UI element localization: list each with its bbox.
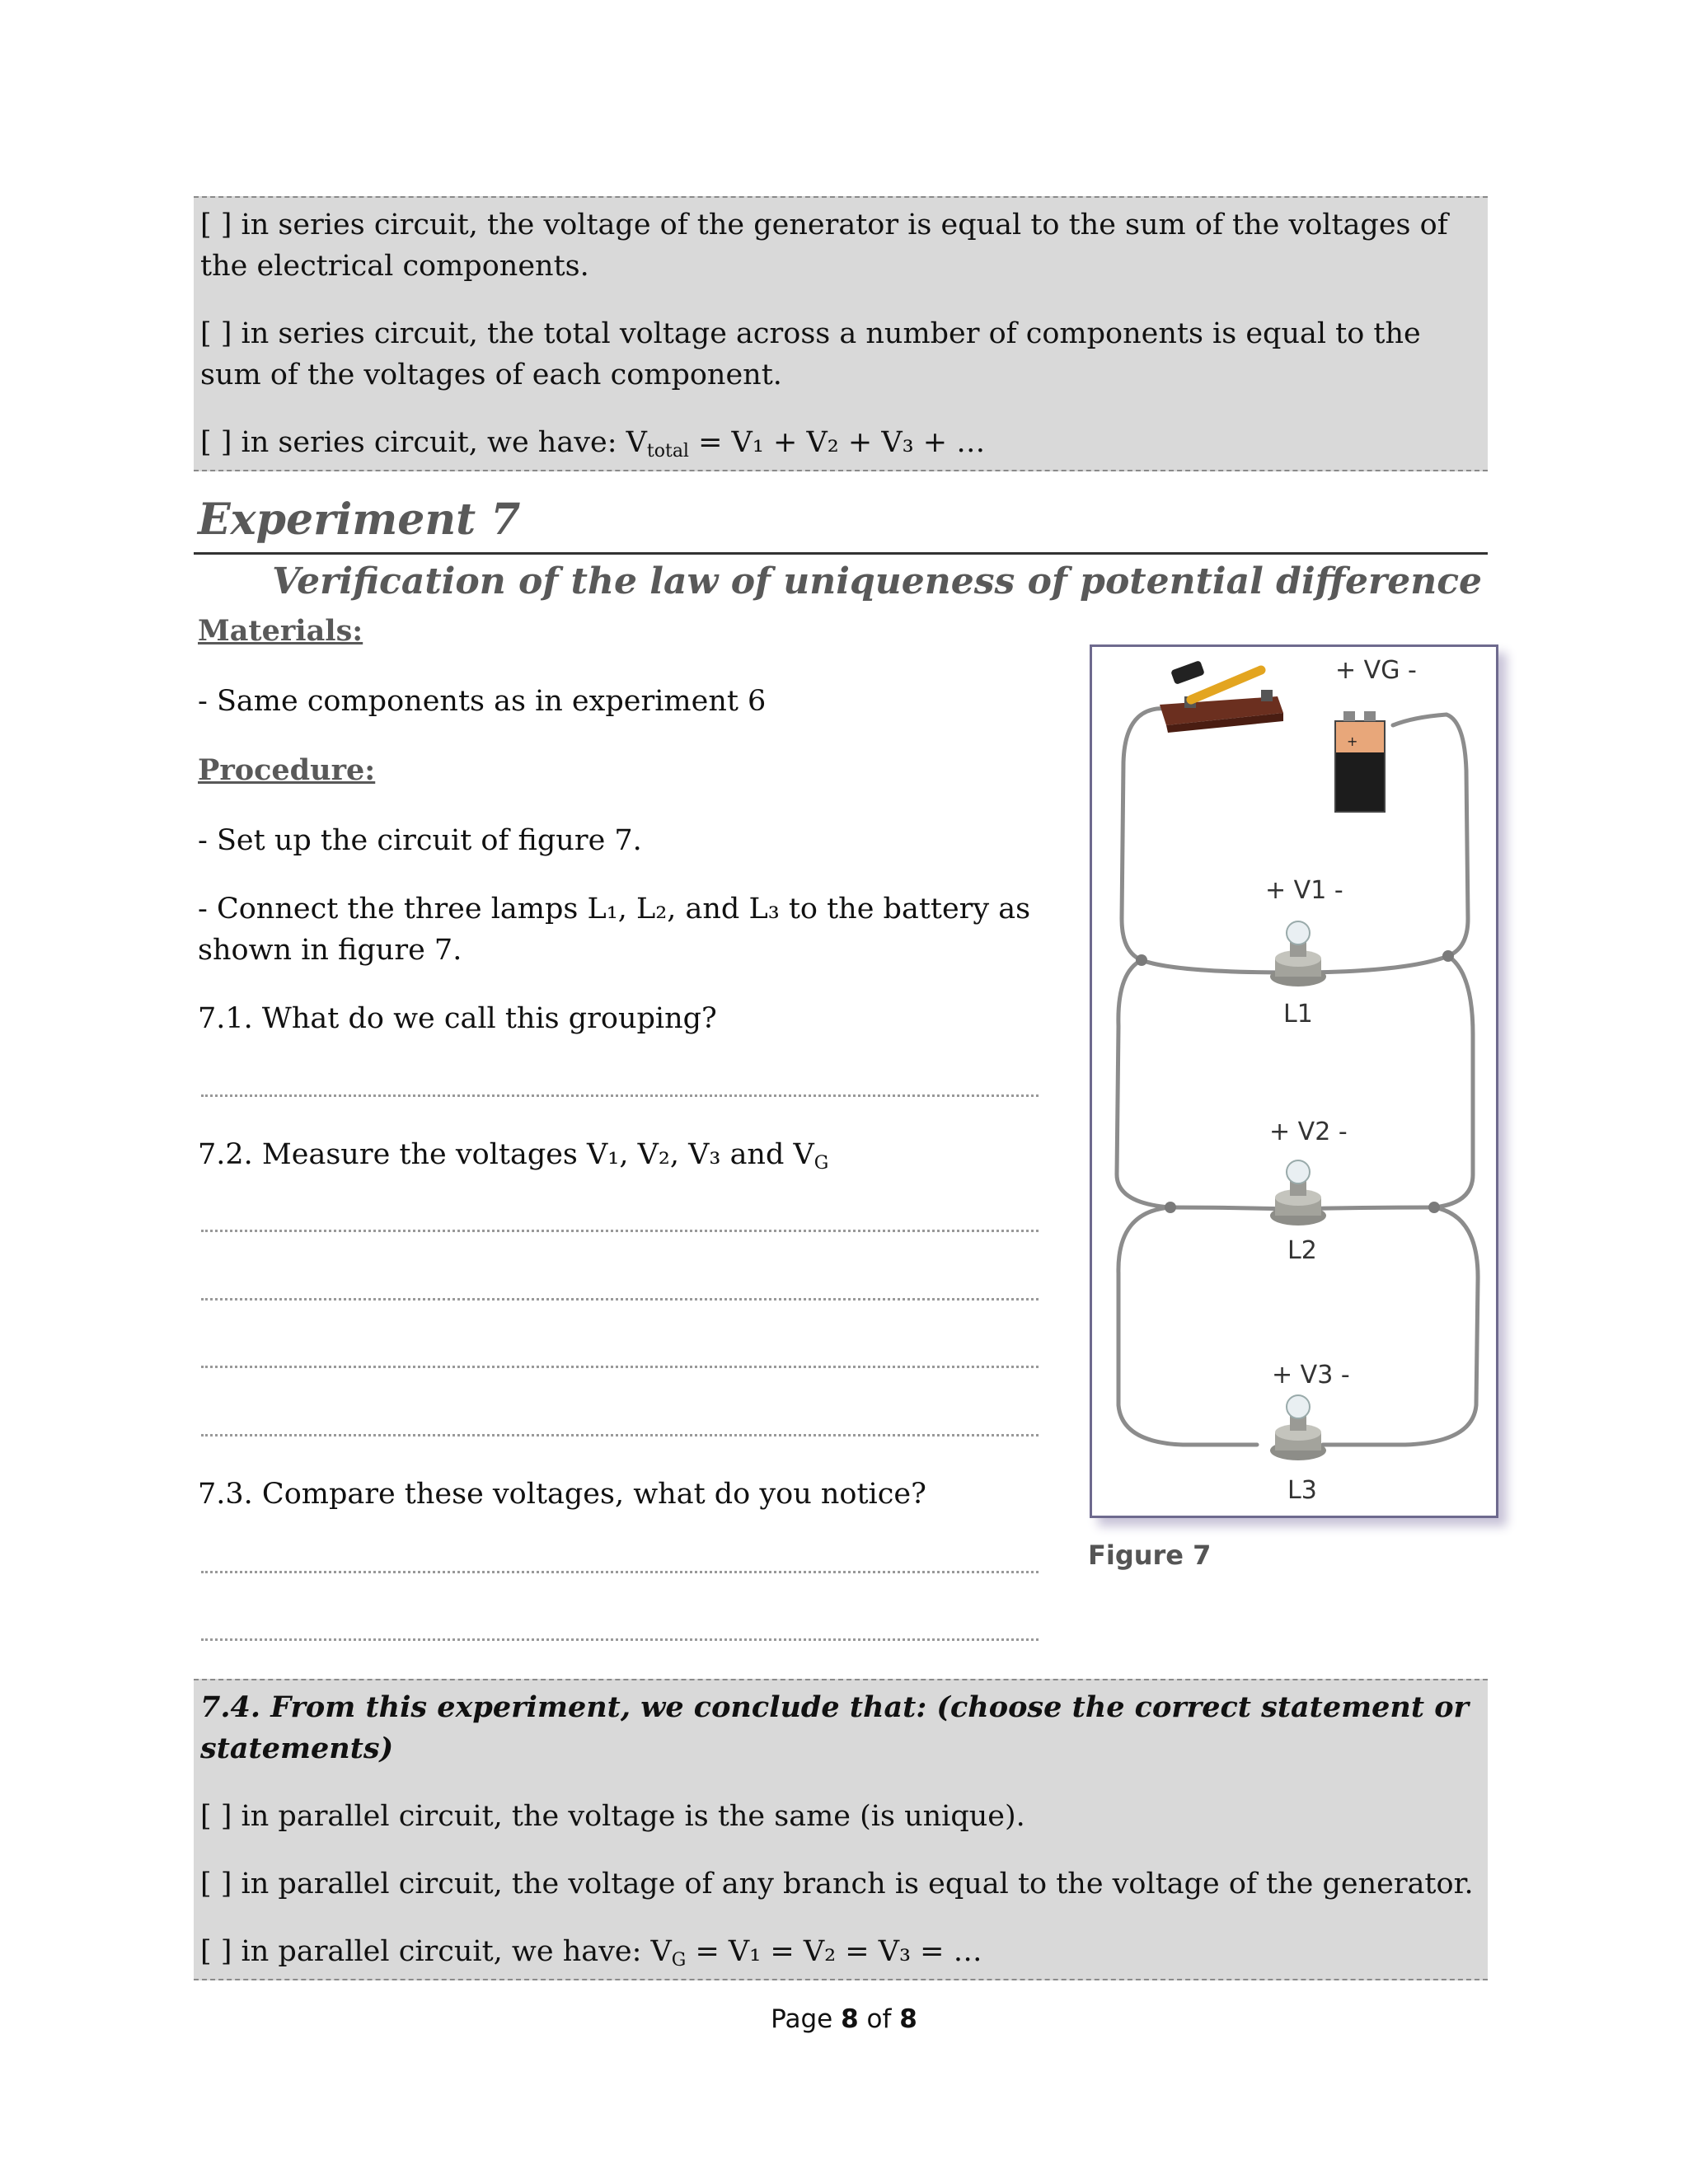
wire-top-left (1122, 709, 1168, 960)
junction-dot (1442, 950, 1454, 962)
answer-line[interactable] (201, 1638, 1039, 1641)
question-7-2: 7.2. Measure the voltages V₁, V₂, V₃ and $V_G$ (198, 1138, 829, 1174)
lamp-label-l3: L3 (1287, 1476, 1317, 1505)
lamp-3-icon (1270, 1395, 1326, 1460)
voltage-label-v3: + V3 - (1272, 1361, 1350, 1390)
lamp-2-icon (1270, 1160, 1326, 1226)
wire-top-right (1393, 715, 1468, 956)
junction-dot (1428, 1202, 1440, 1213)
series-statement-3: [ ] in series circuit, we have: $V_{total} = V_1 + V_2 + V_3$ + … (200, 426, 986, 462)
conclusion-heading: 7.4. From this experiment, we conclude that: (choose the correct statement or statements) (200, 1690, 1469, 1765)
voltage-label-vg: + VG - (1335, 656, 1417, 685)
junction-dot (1136, 954, 1147, 966)
voltage-label-v1: + V1 - (1265, 876, 1343, 905)
question-7-3: 7.3. Compare these voltages, what do you notice? (198, 1478, 926, 1511)
question-7-1: 7.1. What do we call this grouping? (198, 1002, 717, 1035)
figure-7-circuit (1090, 644, 1498, 1518)
materials-text: - Same components as in experiment 6 (198, 685, 767, 718)
switch-icon (1160, 660, 1283, 733)
wire-left-1-2 (1117, 960, 1170, 1207)
parallel-conclusion-box (194, 1679, 1488, 1980)
experiment-subtitle: Verification of the law of uniqueness of potential difference (272, 560, 1482, 602)
junction-dot (1165, 1202, 1176, 1213)
figure-caption: Figure 7 (1088, 1540, 1212, 1571)
lamp-label-l1: L1 (1283, 1000, 1313, 1029)
answer-line[interactable] (201, 1094, 1039, 1097)
materials-heading: Materials: (198, 614, 363, 648)
battery-icon (1335, 711, 1385, 812)
answer-line[interactable] (201, 1366, 1039, 1368)
parallel-statement-3: [ ] in parallel circuit, we have: $V_G = V_1 = V_2 = V_3$ = … (200, 1935, 982, 1971)
answer-line[interactable] (201, 1298, 1039, 1301)
series-statement-1: [ ] in series circuit, the voltage of the generator is equal to the sum of the voltages of the electrical components. (200, 209, 1448, 283)
wire-right-2-3 (1323, 1207, 1478, 1445)
series-conclusion-box (194, 196, 1488, 471)
parallel-circuit-diagram (1092, 647, 1496, 1516)
parallel-statement-1: [ ] in parallel circuit, the voltage is the same (is unique). (200, 1800, 1025, 1833)
page-number: Page 8 of 8 (771, 2004, 917, 2034)
answer-line[interactable] (201, 1230, 1039, 1232)
answer-line[interactable] (201, 1434, 1039, 1436)
procedure-heading: Procedure: (198, 753, 376, 787)
title-rule (194, 552, 1488, 555)
voltage-label-v2: + V2 - (1269, 1118, 1348, 1146)
svg-text:+: + (1347, 733, 1358, 749)
lamp-1-icon (1270, 921, 1326, 987)
lamp-label-l2: L2 (1287, 1236, 1317, 1265)
procedure-step-2: - Connect the three lamps L₁, L₂, and L₃ to the battery as shown in figure 7. (198, 893, 1031, 967)
answer-line[interactable] (201, 1571, 1039, 1573)
parallel-statement-2: [ ] in parallel circuit, the voltage of any branch is equal to the voltage of the generator. (200, 1868, 1474, 1900)
experiment-title: Experiment 7 (198, 494, 521, 545)
wire-left-2-3 (1118, 1207, 1257, 1445)
wire-right-1-2 (1434, 956, 1473, 1207)
procedure-step-1: - Set up the circuit of figure 7. (198, 824, 642, 857)
series-statement-2: [ ] in series circuit, the total voltage across a number of components is equal to the sum of the voltages of each component. (200, 317, 1421, 391)
